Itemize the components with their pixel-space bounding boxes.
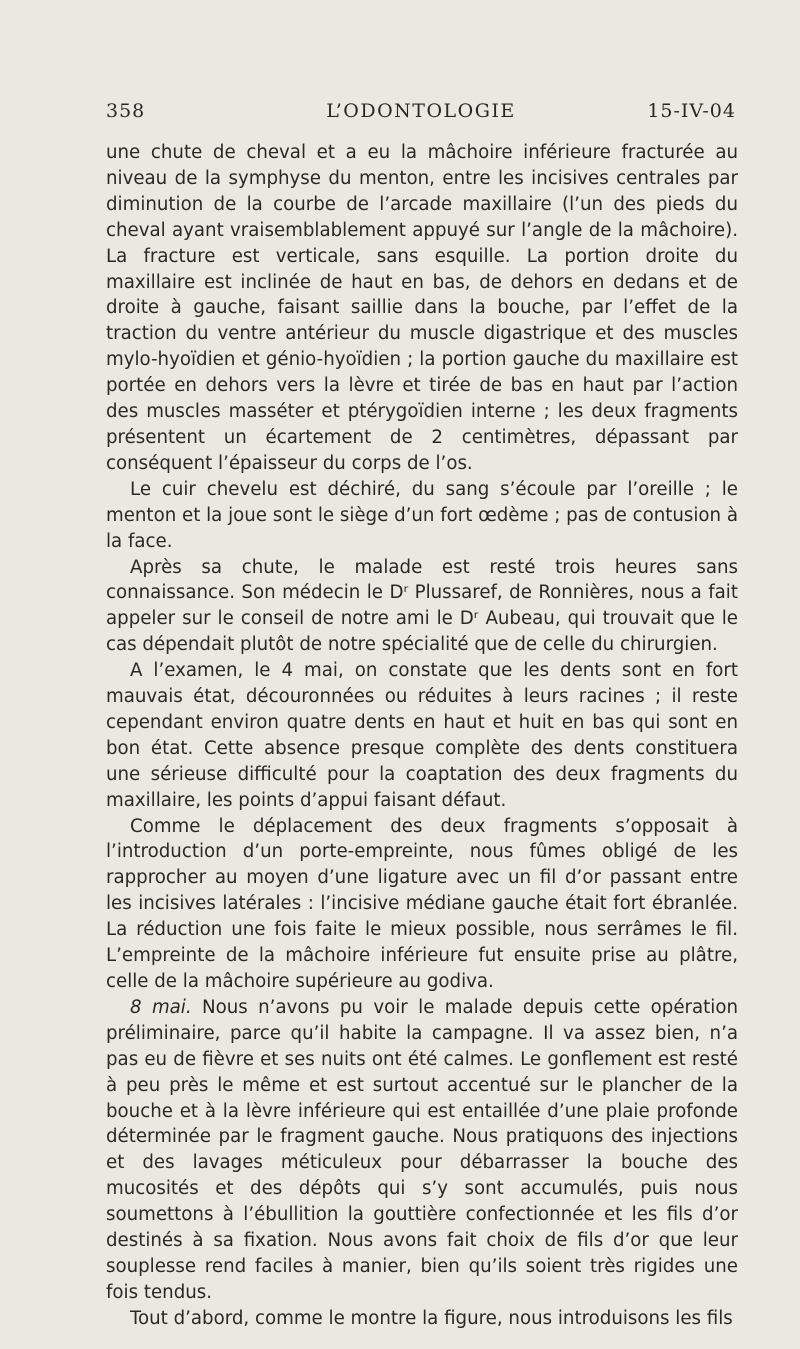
paragraph: A l’examen, le 4 mai, on constate que les dents sont en fort mauvais état, découronnées ou réduites à leurs racines ; il reste cependant environ quatre dents en haut et huit en bas qui sont en bon état. Cette absence presque complète des dents constituera une sérieuse difficulté pour la coaptation des deux fragments du maxillaire, les points d’appui faisant défaut. (106, 660, 738, 811)
paragraph: Comme le déplacement des deux fragments s’opposait à l’introduction d’un porte-empreinte, nous fûmes obligé de les rapprocher au moyen d’une ligature avec un fil d’or passant entre les incisives latérales : l’incisive médiane gauche était fort ébranlée. La réduction une fois faite le mieux possible, nous serrâmes le fil. L’empreinte de la mâchoire inférieure fut ensuite prise au plâtre, celle de la mâchoire supérieure au godiva. (106, 815, 738, 992)
body-text (106, 140, 738, 1332)
entry-date: 8 mai. (130, 996, 192, 1018)
journal-title: L’ODONTOLOGIE (326, 100, 516, 122)
paragraph-continued: une chute de cheval et a eu la mâchoire inférieure fracturée au niveau de la symphyse du menton, entre les incisives centrales par diminution de la courbe de l’arcade maxillaire (l’un des pieds du cheval ayant vraisemblablement appuyé sur l’angle de la mâchoire). La fracture est verticale, sans esquille. La portion droite du maxillaire est inclinée de haut en bas, de dehors en dedans et de droite à gauche, faisant saillie dans la bouche, par l’effet de la traction du ventre antérieur du muscle digastrique et des muscles mylo-hyoïdien et génio-hyoïdien ; la portion gauche du maxillaire est portée en dehors vers la lèvre et tirée de bas en haut par l’action des muscles masséter et ptérygoïdien interne ; les deux fragments présentent un écartement de 2 centimètres, dépassant par conséquent l’épaisseur du corps de l’os. (106, 142, 738, 474)
paragraph: Après sa chute, le malade est resté trois heures sans connaissance. Son médecin le Dʳ Plussaref, de Ronnières, nous a fait appeler sur le conseil de notre ami le Dʳ Aubeau, qui trouvait que le cas dépendait plutôt de notre spécialité que de celle du chirurgien. (106, 556, 738, 656)
entry-text: Nous n’avons pu voir le malade depuis cette opération préliminaire, parce qu’il habite la campagne. Il va assez bien, n’a pas eu de fièvre et ses nuits ont été calmes. Le gonflement est resté à peu près le même et est surtout accentué sur le plancher de la bouche et à la lèvre inférieure qui est entaillée d’une plaie profonde déterminée par le fragment gauche. Nous pratiquons des injections et des lavages méticuleux pour débarrasser la bouche des mucosités et des dépôts qui s’y sont accumulés, puis nous soumettons à l’ébullition la gouttière confectionnée et les fils d’or destinés à sa fixation. Nous avons fait choix de fils d’or que leur souplesse rend faciles à manier, bien qu’ils soient très rigides une fois tendus. (106, 996, 738, 1303)
paragraph-last: Tout d’abord, comme le montre la figure, nous introduisons les fils (130, 1307, 733, 1329)
page-number: 358 (106, 100, 146, 122)
paragraph: Le cuir chevelu est déchiré, du sang s’écoule par l’oreille ; le menton et la joue sont le siège d’un fort œdème ; pas de contusion à la face. (106, 478, 738, 552)
running-header (106, 100, 736, 130)
issue-date: 15-IV-04 (647, 100, 736, 122)
dated-paragraph (106, 995, 738, 1306)
